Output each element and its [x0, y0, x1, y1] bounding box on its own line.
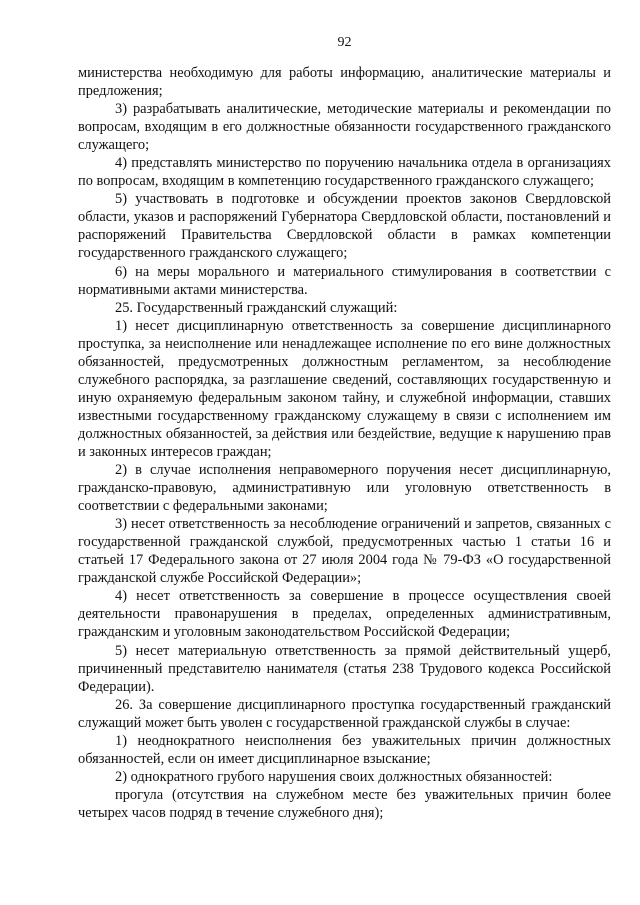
paragraph-right-6: 6) на меры морального и материального стимулирования в соответствии с нормативными актами министерства.	[78, 263, 611, 298]
page-number: 92	[337, 35, 352, 50]
paragraph-dismissal-1: 1) неоднократного неисполнения без уважительных причин должностных обязанностей, если он имеет дисциплинарное взыскание;	[78, 732, 611, 767]
paragraph-right-4: 4) представлять министерство по поручению начальника отдела в организациях по вопросам, входящим в компетенцию государственного гражданского служащего;	[78, 155, 611, 190]
paragraph-responsibility-1: 1) несет дисциплинарную ответственность за совершение дисциплинарного проступка, за неисполнение или ненадлежащее исполнение по его вине должностных обязанностей, предусмотренных должностным регламентом, за несоблюдение служебного распорядка, за разглашение сведений, составляющих государственную и иную охраняемую федеральным законом тайну, и служебной информации, ставших известными государственному гражданскому служащему в связи с исполнением им должностных обязанностей, за действия или бездействие, ведущие к нарушению прав и законных интересов граждан;	[78, 317, 611, 460]
section-heading-26: 26. За совершение дисциплинарного проступка государственный гражданский служащий может быть уволен с государственной гражданской службы в случае:	[78, 696, 611, 731]
paragraph-right-5: 5) участвовать в подготовке и обсуждении проектов законов Свердловской области, указов и распоряжений Губернатора Свердловской области, постановлений и распоряжений Правительства Свердловской области в рамках компетенции государственного гражданского служащего;	[78, 191, 611, 262]
paragraph-dismissal-2: 2) однократного грубого нарушения своих должностных обязанностей:	[115, 768, 553, 785]
paragraph-absence: прогула (отсутствия на служебном месте без уважительных причин более четырех часов подряд в течение служебного дня);	[78, 786, 611, 821]
paragraph-responsibility-4: 4) несет ответственность за совершение в процессе осуществления своей деятельности правонарушения в пределах, определенных административным, гражданским и уголовным законодательством Российской Федерации;	[78, 588, 611, 641]
paragraph-continuation: министерства необходимую для работы информацию, аналитические материалы и предложения;	[78, 65, 611, 100]
section-heading-25: 25. Государственный гражданский служащий:	[115, 299, 398, 316]
paragraph-responsibility-3: 3) несет ответственность за несоблюдение ограничений и запретов, связанных с государственной гражданской службой, предусмотренных частью 1 статьи 16 и статьей 17 Федерального закона от 27 июля 2004 года № 79-ФЗ «О государственной гражданской службе Российской Федерации»;	[78, 516, 611, 587]
paragraph-responsibility-5: 5) несет материальную ответственность за прямой действительный ущерб, причиненный представителю нанимателя (статья 238 Трудового кодекса Российской Федерации).	[78, 642, 611, 695]
paragraph-right-3: 3) разрабатывать аналитические, методические материалы и рекомендации по вопросам, входящим в его должностные обязанности государственного гражданского служащего;	[78, 101, 611, 154]
document-page	[78, 34, 611, 822]
document-body	[78, 64, 611, 822]
paragraph-responsibility-2: 2) в случае исполнения неправомерного поручения несет дисциплинарную, гражданско-правовую, административную или уголовную ответственность в соответствии с федеральными законами;	[78, 462, 611, 515]
